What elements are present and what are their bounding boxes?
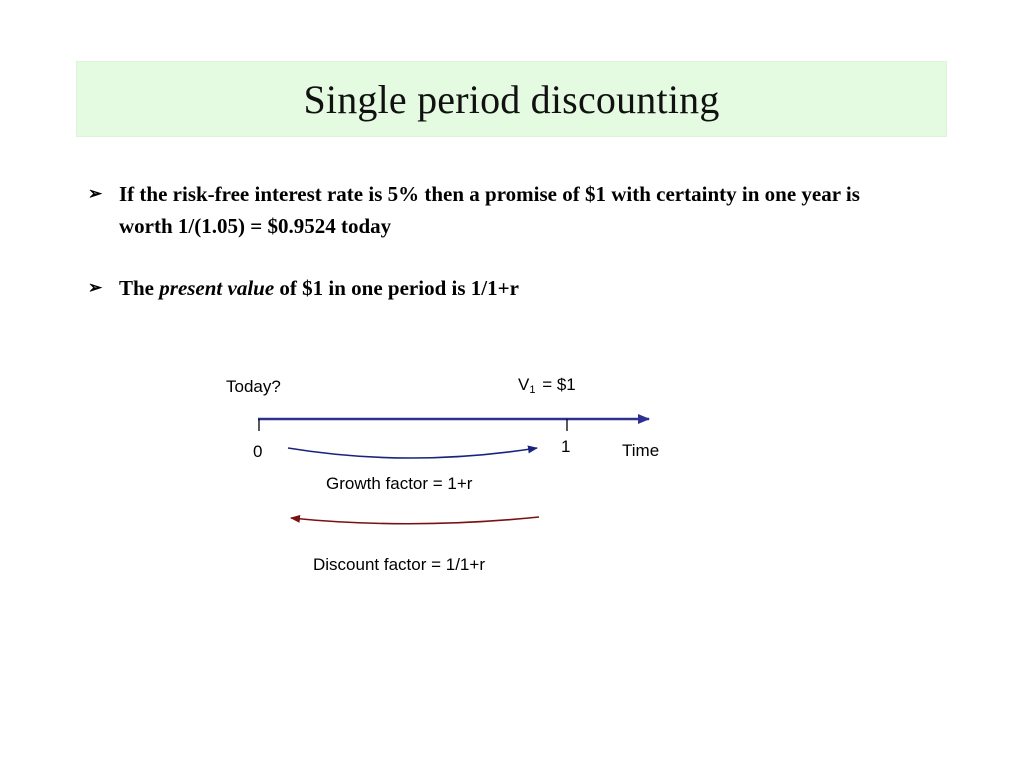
bullet-suffix: of $1 in one period is 1/1+r <box>279 276 519 300</box>
growth-factor-label: Growth factor = 1+r <box>326 474 473 493</box>
v1-label <box>518 375 576 400</box>
bullet-text: If the risk-free interest rate is 5% then a promise of $1 with certainty in one year is worth 1/(1.05) = $0.9524 today <box>119 182 860 238</box>
v1-main: V <box>518 375 530 394</box>
arrow-bullet-icon: ➢ <box>88 278 103 297</box>
slide-title: Single period discounting <box>303 76 720 122</box>
discount-arrow <box>291 517 539 524</box>
growth-arrow <box>288 448 537 458</box>
arrow-bullet-icon: ➢ <box>88 184 103 203</box>
tick-0-label: 0 <box>253 442 263 461</box>
bullet-emphasis: present value <box>159 276 275 300</box>
v1-subscript: 1 <box>529 384 536 396</box>
tick-1-label: 1 <box>561 437 571 456</box>
bullet-prefix: The <box>119 276 155 300</box>
time-axis-label: Time <box>622 441 660 460</box>
today-label: Today? <box>226 377 281 396</box>
v1-value: = $1 <box>542 375 576 394</box>
discount-factor-label: Discount factor = 1/1+r <box>313 555 485 574</box>
